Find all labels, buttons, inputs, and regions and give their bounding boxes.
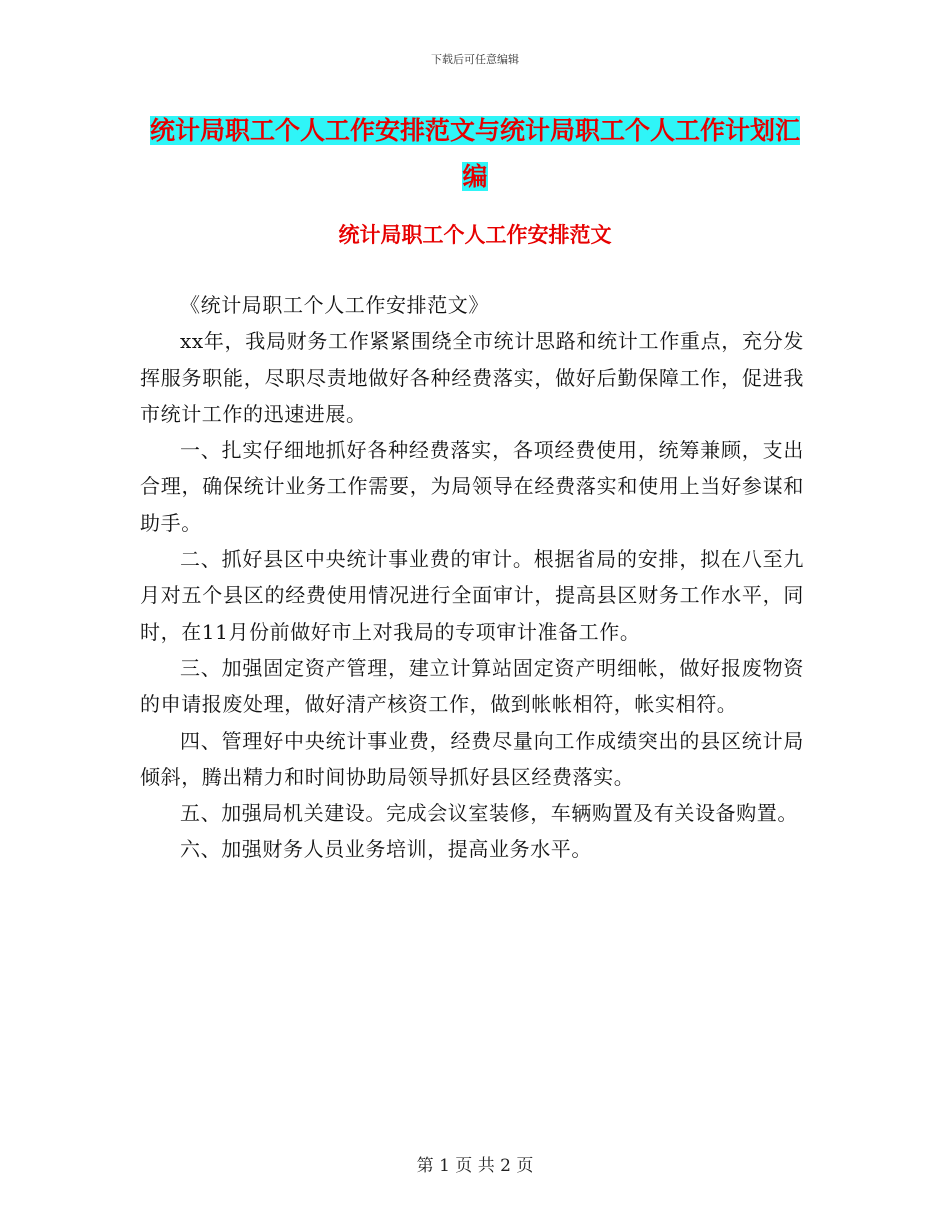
paragraph-intro: xx年，我局财务工作紧紧围绕全市统计思路和统计工作重点，充分发挥服务职能，尽职尽责地做好各种经费落实，做好后勤保障工作，促进我市统计工作的迅速进展。 [140, 329, 804, 426]
paragraph-item-6: 六、加强财务人员业务培训，提高业务水平。 [180, 837, 592, 862]
paragraph-item-4: 四、管理好中央统计事业费，经费尽量向工作成绩突出的县区统计局倾斜，腾出精力和时间协助局领导抓好县区经费落实。 [140, 728, 804, 789]
header-note: 下载后可任意编辑 [431, 53, 519, 66]
document-title [150, 108, 800, 200]
document-body [140, 287, 804, 868]
paragraph-item-3: 三、加强固定资产管理，建立计算站固定资产明细帐，做好报废物资的申请报废处理，做好清产核资工作，做到帐帐相符，帐实相符。 [140, 655, 804, 717]
document-title-text: 统计局职工个人工作安排范文与统计局职工个人工作计划汇编 [150, 116, 801, 191]
paragraph-item-5: 五、加强局机关建设。完成会议室装修，车辆购置及有关设备购置。 [180, 801, 798, 826]
section-title: 统计局职工个人工作安排范文 [338, 223, 612, 247]
paragraph-item-2: 二、抓好县区中央统计事业费的审计。根据省局的安排，拟在八至九月对五个县区的经费使用情况进行全面审计，提高县区财务工作水平，同时，在11月份前做好市上对我局的专项审计准备工作。 [140, 547, 804, 644]
paragraph-subtitle: 《统计局职工个人工作安排范文》 [180, 293, 489, 317]
page-number: 第 1 页 共 2 页 [416, 1156, 534, 1176]
paragraph-item-1: 一、扎实仔细地抓好各种经费落实，各项经费使用，统筹兼顾，支出合理，确保统计业务工作需要，为局领导在经费落实和使用上当好参谋和助手。 [140, 438, 804, 535]
